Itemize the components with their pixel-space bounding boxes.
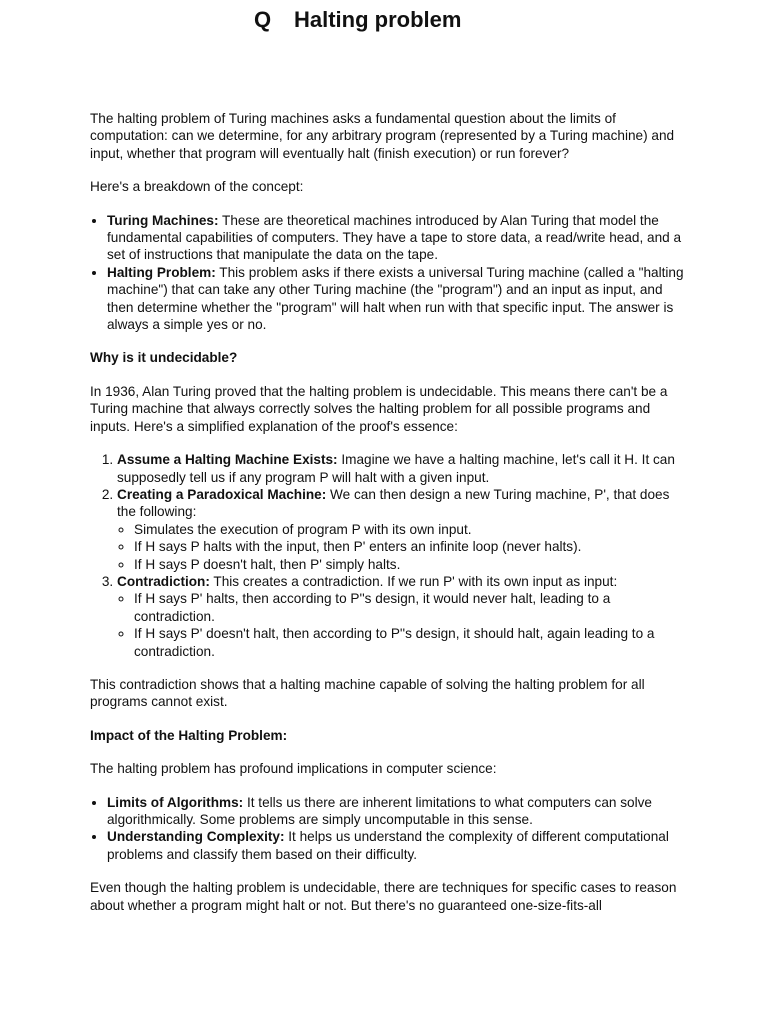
list-item [107, 794, 690, 829]
impact-heading-text: Impact of the Halting Problem: [90, 727, 288, 743]
impact-intro: The halting problem has profound implications in computer science: [90, 761, 497, 777]
proof-steps-list [90, 451, 690, 660]
list-item [107, 828, 690, 863]
proof-conclusion: This contradiction shows that a halting machine capable of solving the halting problem for all programs cannot exist. [90, 676, 645, 710]
list-item-term: Contradiction: [117, 573, 210, 589]
sub-list-item: ◦ If H says P doesn't halt, then P' simply halts. [134, 556, 690, 573]
sub-list-item: ◦ If H says P' halts, then according to P''s design, it would never halt, leading to a contradiction. [134, 590, 690, 625]
undecidable-heading-text: Why is it undecidable? [90, 350, 238, 366]
list-item-text: These are theoretical machines introduced by Alan Turing that model the fundamental capabilities of computers. They have a tape to store data, a read/write head, and a set of instructions that manipulate the data on the tape. [107, 212, 682, 263]
intro-paragraph: The halting problem of Turing machines asks a fundamental question about the limits of computation: can we determine, for any arbitrary program (represented by a Turing machine) and input, whether that program will eventually halt (finish execution) or run forever? [90, 111, 675, 161]
list-item [107, 264, 690, 334]
list-item-term: Limits of Algorithms: [107, 794, 244, 810]
title-marker: Q [254, 7, 272, 32]
list-item-text: This creates a contradiction. If we run P' with its own input as input: [209, 573, 618, 589]
list-item [117, 573, 690, 660]
list-item [117, 486, 690, 573]
sub-list-item: ◦ If H says P halts with the input, then P' enters an infinite loop (never halts). [134, 538, 690, 555]
sub-list-item: ◦ If H says P' doesn't halt, then according to P''s design, it should halt, again leading to a contradiction. [134, 625, 690, 660]
document-body [90, 110, 690, 930]
closing-paragraph: Even though the halting problem is undecidable, there are techniques for specific cases to reason about whether a program might halt or not. But there's no guaranteed one-size-fits-all [90, 880, 677, 913]
list-item [117, 451, 690, 486]
undecidable-heading [90, 349, 690, 366]
list-item-text: It tells us there are inherent limitations to what computers can solve algorithmically. Some problems are simply uncomputable in this sense. [107, 794, 652, 827]
list-item-text: It helps us understand the complexity of different computational problems and classify them based on their difficulty. [107, 829, 669, 862]
list-item [107, 212, 690, 264]
sub-list [117, 590, 690, 660]
sub-list-item: ◦ Simulates the execution of program P with its own input. [134, 521, 690, 538]
undecidable-intro: In 1936, Alan Turing proved that the halting problem is undecidable. This means there can't be a Turing machine that always correctly solves the halting problem for all possible programs and inputs. Here's a simplified explanation of the proof's essence: [90, 383, 668, 434]
breakdown-intro: Here's a breakdown of the concept: [90, 179, 304, 195]
impact-heading [90, 727, 690, 744]
list-item-term: Creating a Paradoxical Machine: [117, 486, 327, 502]
list-item-term: Halting Problem: [107, 264, 216, 280]
list-item-term: Understanding Complexity: [107, 829, 285, 845]
list-item-text: Imagine we have a halting machine, let's call it H. It can supposedly tell us if any program P will halt with a given input. [117, 452, 675, 485]
impact-list [90, 794, 690, 864]
page-title [254, 7, 461, 33]
list-item-term: Turing Machines: [107, 212, 219, 228]
list-item-text: This problem asks if there exists a universal Turing machine (called a "halting machine") that can take any other Turing machine (the "program") and an input as input, and then determine whether the "program" will halt when run with that specific input. The answer is always a simple yes or no. [107, 264, 684, 333]
concept-list [90, 212, 690, 334]
list-item-text: We can then design a new Turing machine, P', that does the following: [117, 486, 670, 520]
sub-list [117, 521, 690, 573]
title-text: Halting problem [294, 7, 462, 32]
list-item-term: Assume a Halting Machine Exists: [117, 452, 338, 468]
